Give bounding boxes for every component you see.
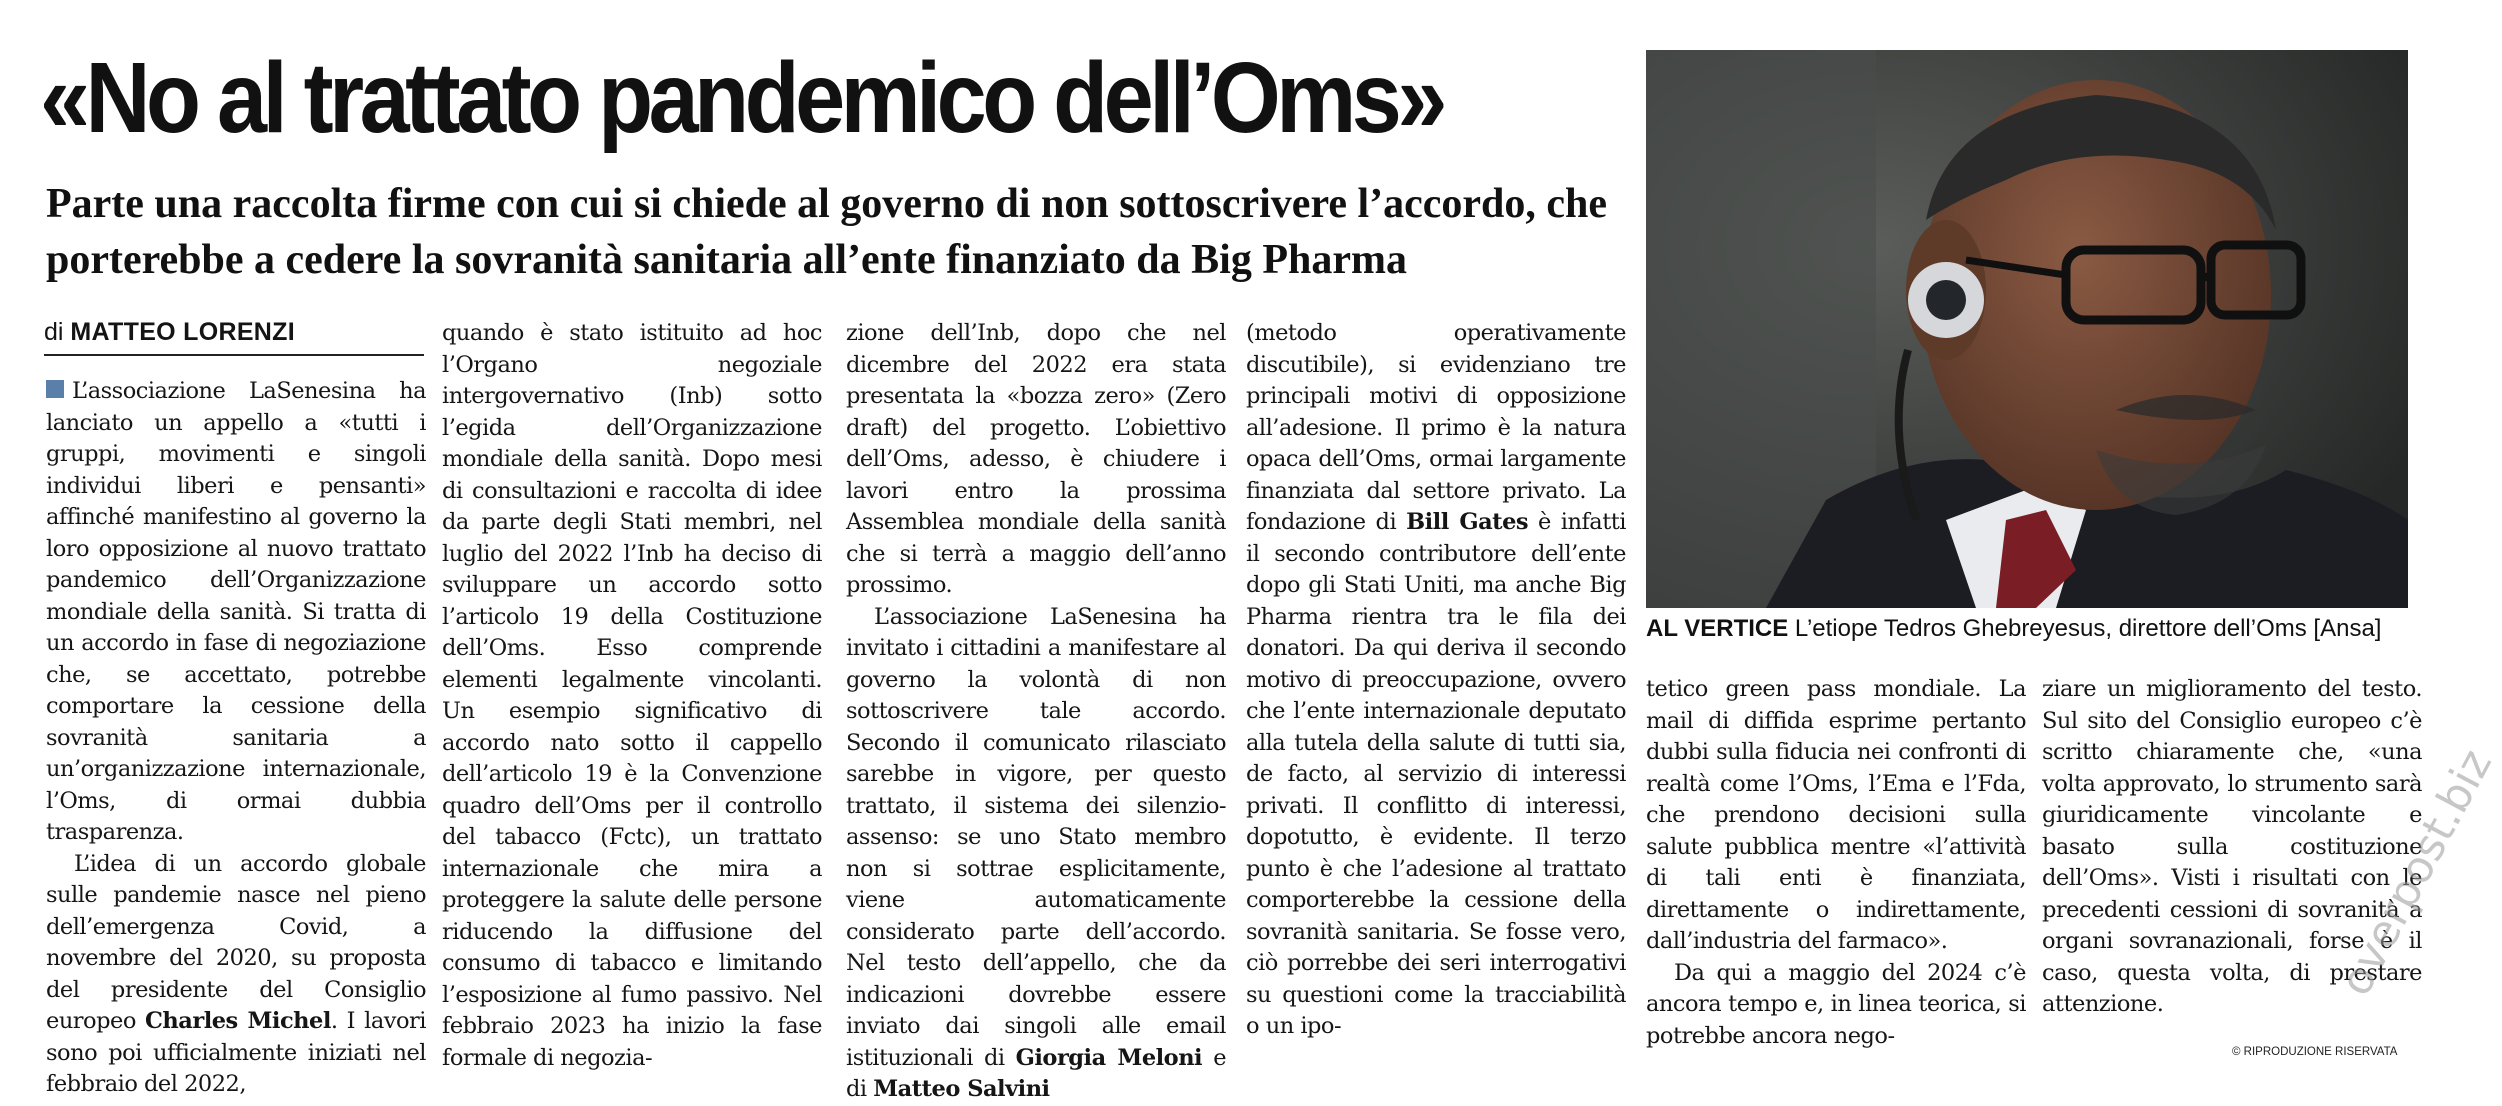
article-column-2 — [442, 318, 822, 1074]
paragraph-text: L’associazione LaSenesina ha lanciato un appello a «tutti i gruppi, movimenti e singoli individui liberi e pensanti» affinché manifestino al governo la loro opposizione al nuovo trattato pandemico dell’Organizzazione mondiale della sanità. Si tratta di un accordo in fase di negoziazione che, se accettato, potrebbe comportare la cessione della sovranità sanitaria a un’organizzazione internazionale, l’Oms, di ormai dubbia trasparenza. — [46, 378, 426, 845]
byline-author: MATTEO LORENZI — [70, 318, 295, 346]
article-paragraph: zione dell’Inb, dopo che nel dicembre del 2022 era stata presentata la «bozza zero» (Zero draft) del progetto. L’obiettivo dell’Oms, adesso, è chiudere i lavori entro la prossima Assemblea mondiale della sanità che si terrà a maggio dell’anno prossimo. — [846, 320, 1226, 598]
headline: «No al trattato pandemico dell’Oms» — [40, 42, 1443, 154]
watermark: overpost.biz — [2330, 741, 2502, 1004]
bold-name: Matteo Salvini — [873, 1076, 1050, 1102]
article-paragraph: L’idea di un accordo globale sulle pandemie nasce nel pieno dell’emergenza Covid, a novembre del 2020, su proposta del presidente del Consiglio europeo Charles Michel. I lavori sono poi ufficialmente iniziati nel febbraio del 2022, — [46, 850, 426, 1097]
caption-text: L’etiope Tedros Ghebreyesus, direttore dell’Oms [Ansa] — [1794, 615, 2382, 642]
article-paragraph: Da qui a maggio del 2024 c’è ancora tempo e, in linea teorica, si potrebbe ancora nego- — [1646, 959, 2026, 1049]
portrait-image — [1646, 50, 2408, 608]
photo-caption — [1646, 614, 2426, 644]
bold-name: Charles Michel — [145, 1008, 331, 1034]
bold-name: Giorgia Meloni — [1015, 1044, 1203, 1071]
copyright-notice: © RIPRODUZIONE RISERVATA — [2232, 1046, 2398, 1058]
bold-name: Bill Gates — [1406, 509, 1529, 535]
article-column-1 — [46, 376, 426, 1101]
article-column-5 — [1646, 674, 2026, 1052]
article-paragraph: (metodo operativamente discutibile), si evidenziano tre principali motivi di opposizione all’adesione. Il primo è la natura opaca dell’Oms, ormai largamente finanziata dal settore privato. La fondazione di Bill Gates è infatti il secondo contributore dell’ente dopo gli Stati Uniti, ma anche Big Pharma rientra tra le fila dei donatori. Da qui deriva il secondo motivo di preoccupazione, ovvero che l’ente internazionale deputato alla tutela della salute di tutti sia, de facto, al servizio di interessi privati. Il conflitto di interessi, dopotutto, è evidente. Il terzo punto è che l’adesione al trattato comporterebbe la cessione della sovranità sanitaria. Se fosse vero, ciò porrebbe dei seri interrogativi su questioni come la tracciabilità o un ipo- — [1246, 320, 1626, 1039]
article-paragraph: quando è stato istituito ad hoc l’Organo negoziale intergovernativo (Inb) sotto l’egida dell’Organizzazione mondiale della sanità. Dopo mesi di consultazioni e raccolta di idee da parte degli Stati membri, nel luglio del 2022 l’Inb ha deciso di sviluppare un accordo sotto l’articolo 19 della Costituzione dell’Oms. Esso comprende elementi legalmente vincolanti. Un esempio significativo di accordo nato sotto il cappello dell’articolo 19 è la Convenzione quadro dell’Oms per il controllo del tabacco (Fctc), un trattato internazionale che mira a proteggere la salute delle persone riducendo la diffusione del consumo di tabacco e limitando l’esposizione al fumo passivo. Nel febbraio 2023 ha inizio la fase formale di negozia- — [442, 320, 822, 1071]
article-paragraph — [46, 376, 426, 849]
byline-prefix: di — [44, 318, 64, 346]
article-paragraph: L’associazione LaSenesina ha invitato i cittadini a manifestare al governo la volontà di non sottoscrivere tale accordo. Secondo il comunicato rilasciato sarebbe in vigore, per questo trattato, il sistema dei silenzio-assenso: se uno Stato membro non si sottrae esplicitamente, viene automaticamente considerato parte dell’accordo. Nel testo dell’appello, che da indicazioni dovrebbe essere inviato dai singoli alle email istituzionali di Giorgia Meloni e di Matteo Salvini — [846, 603, 1227, 1102]
byline — [44, 316, 424, 356]
article-column-3 — [846, 318, 1226, 1106]
caption-label: AL VERTICE — [1646, 615, 1789, 642]
article-photo — [1646, 50, 2408, 608]
subheadline: Parte una raccolta firme con cui si chiede al governo di non sottoscrivere l’accordo, che porterebbe a cedere la sovranità sanitaria all’ente finanziato da Big Pharma — [46, 181, 1608, 283]
lead-square-icon — [46, 380, 64, 398]
article-paragraph: tetico green pass mondiale. La mail di diffida esprime pertanto dubbi sulla fiducia nei confronti di realtà come l’Oms, l’Ema e l’Fda, che prendono decisioni sulla salute pubblica mentre «l’attività di tali enti è finanziata, direttamente o indirettamente, dall’industria del farmaco». — [1646, 676, 2026, 954]
article-column-4 — [1246, 318, 1626, 1043]
article-paragraph: ziare un miglioramento del testo. Sul sito del Consiglio europeo c’è scritto chiaramente che, «una volta approvato, lo strumento sarà giuridicamente vincolante e basato sulla costituzione dell’Oms». Visti i risultati con le precedenti cessioni di sovranità a organi sovranazionali, forse è il caso, questa volta, di prestare attenzione. — [2042, 676, 2422, 1017]
